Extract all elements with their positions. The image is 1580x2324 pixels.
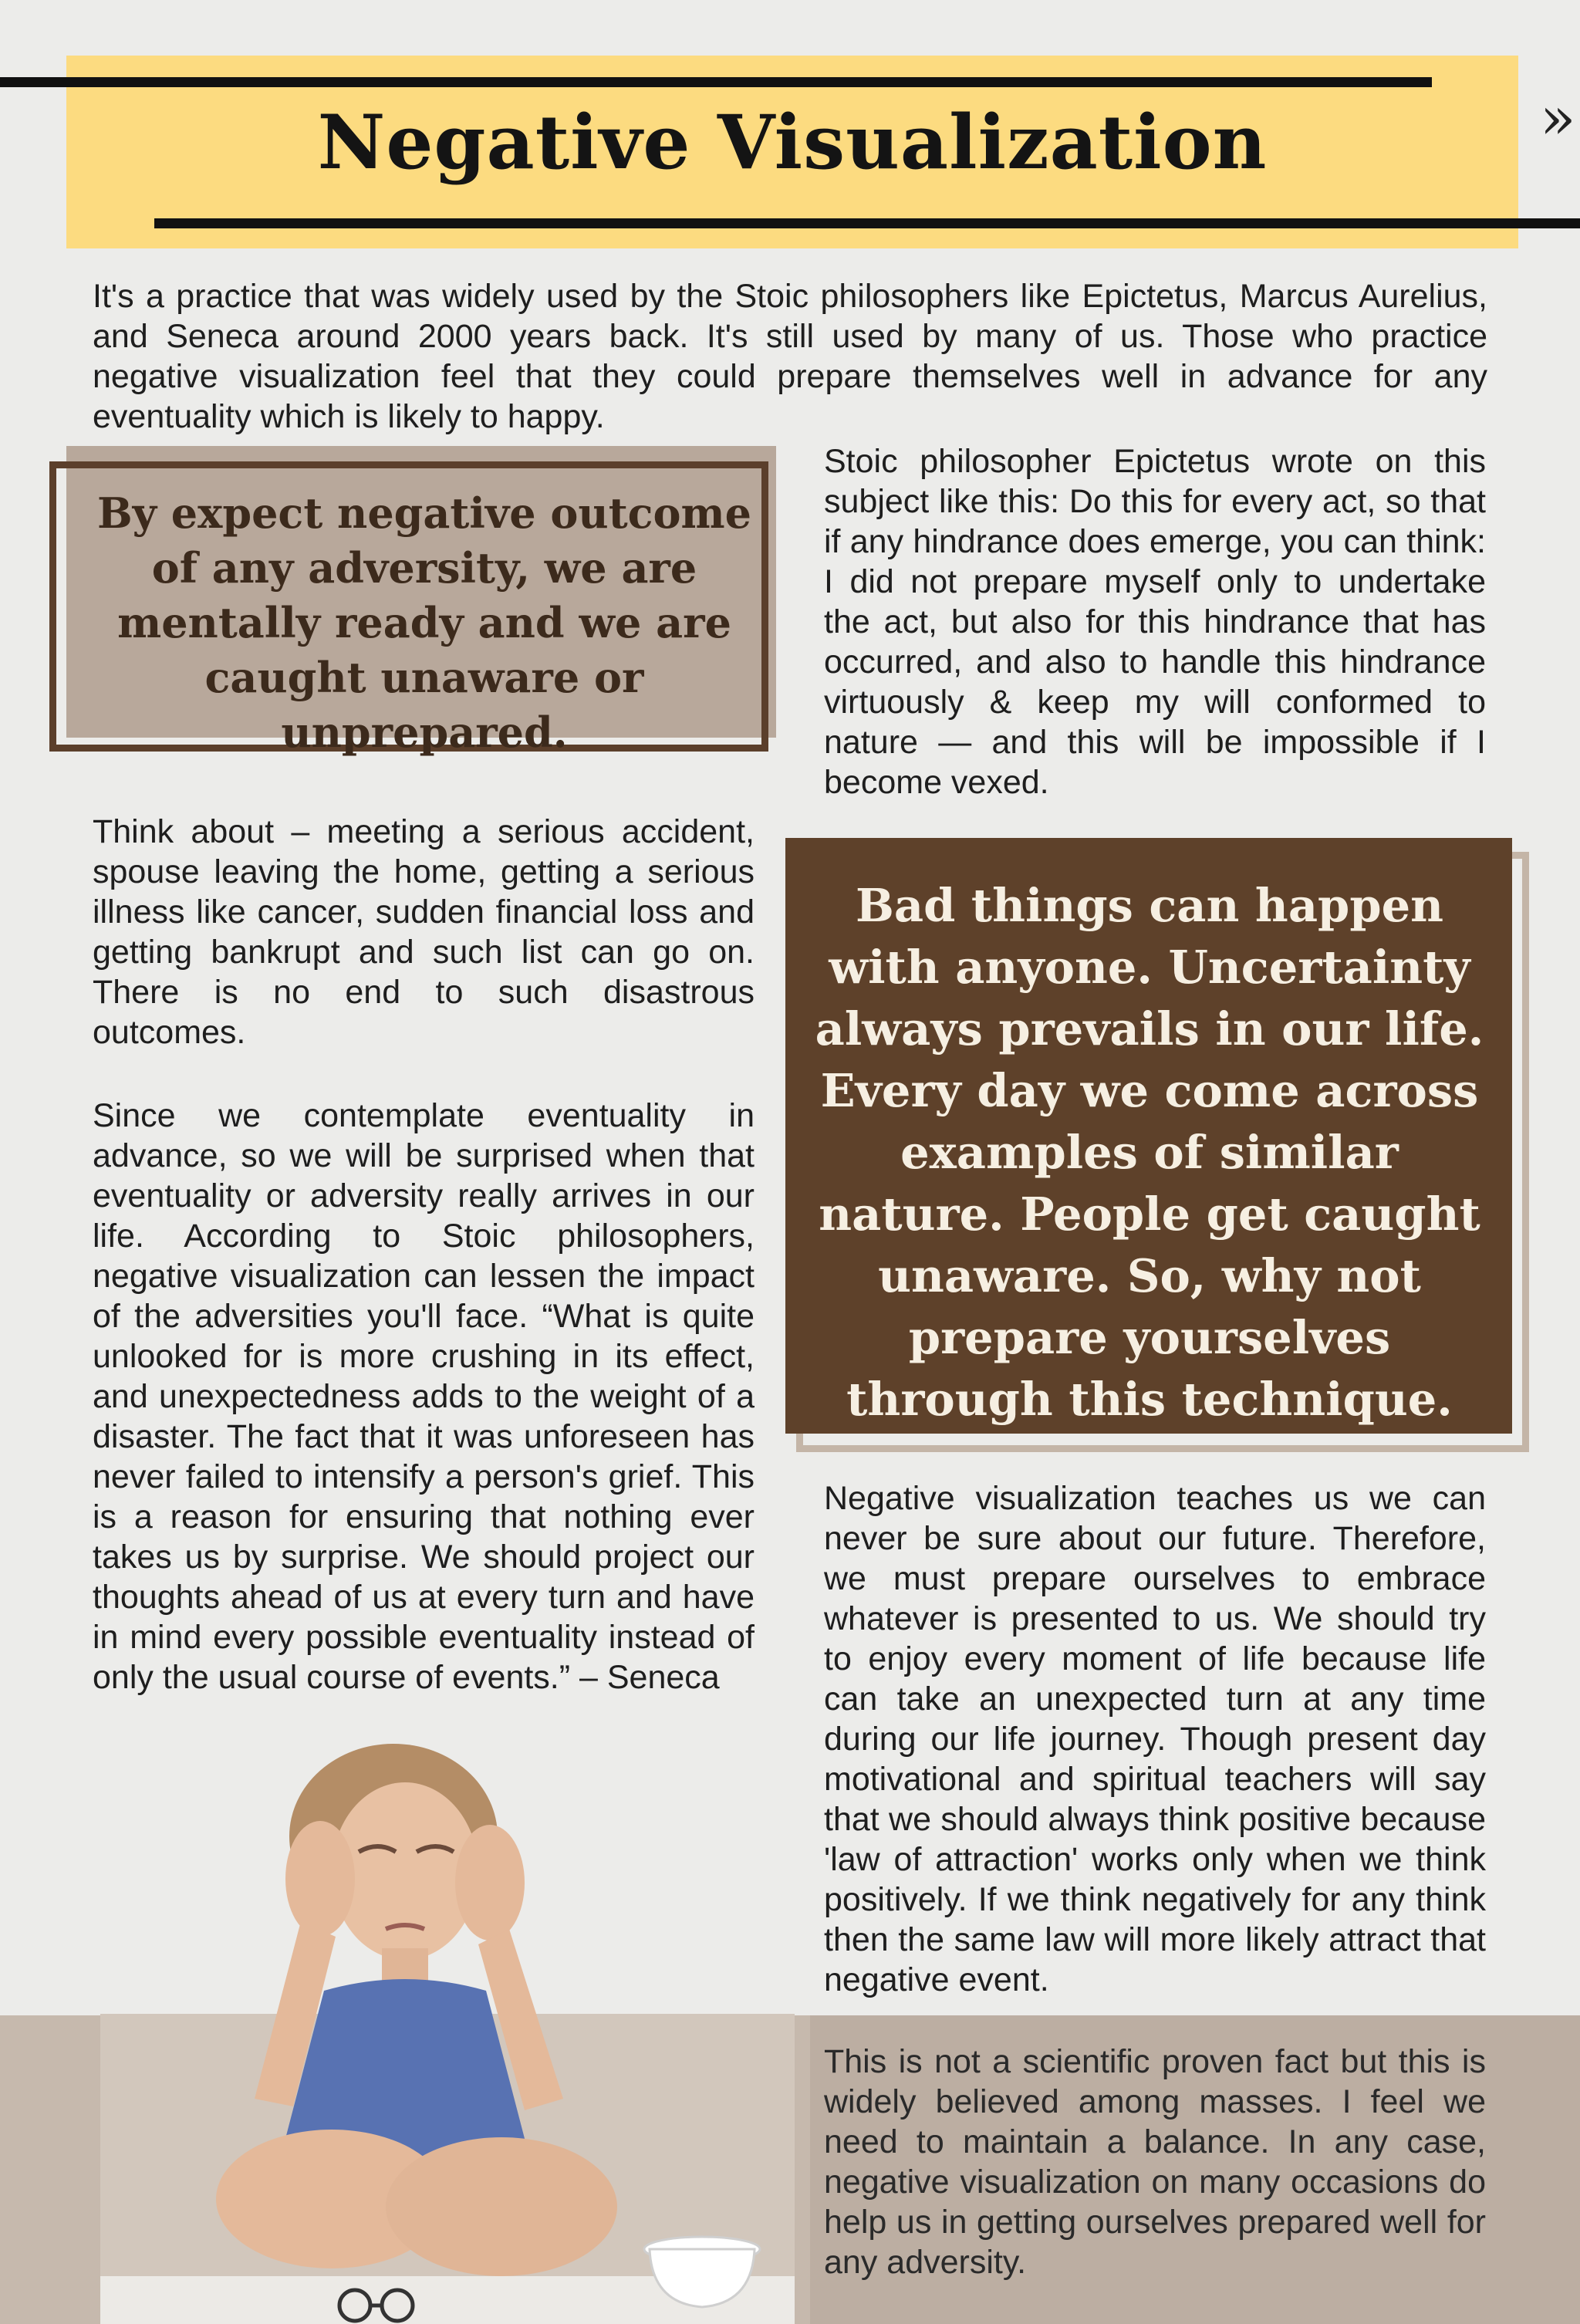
stressed-woman-photo	[100, 1736, 795, 2324]
scientific-fact-paragraph: This is not a scientific proven fact but this is widely believed among masses. I feel we need to maintain a balance. In any case, negative visualization on many occasions do help us in getting ourselves prepared well for any adversity.	[824, 2043, 1486, 2281]
pull-quote-2: Bad things can happen with anyone. Uncertainty always prevails in our life. Every day we come across examples of similar nature. People get caught unaware. So, why not prepare yourselves through this technique.	[815, 879, 1484, 1426]
next-page-icon[interactable]: »	[1540, 83, 1576, 152]
pull-quote-1: By expect negative outcome of any adversity, we are mentally ready and we are caught unaware or unprepared.	[96, 488, 752, 757]
intro-paragraph: It's a practice that was widely used by the Stoic philosophers like Epictetus, Marcus Aurelius, and Seneca around 2000 years back. It's still used by many of us. Those who practice negative visualization feel that they could prepare themselves well in advance for any eventuality which is likely to happy.	[93, 278, 1487, 435]
seneca-paragraph: Since we contemplate eventuality in advance, so we will be surprised when that eventuality or adversity really arrives in our life. According to Stoic philosophers, negative visualization can lessen the impact of the adversities you'll face. “What is quite unlooked for is more crushing in its effect, and unexpectedness adds to the weight of a disaster. The fact that it was unforeseen has never failed to intensify a person's grief. This is a reason for ensuring that nothing ever takes us by surprise. We should project our thoughts ahead of us at every turn and have in mind every possible eventuality instead of only the usual course of events.” – Seneca	[93, 1097, 755, 1696]
epictetus-paragraph: Stoic philosopher Epictetus wrote on this subject like this: Do this for every act, so that if any hindrance does emerge, you can think: I did not prepare myself only to undertake the act, but also for this hindrance that has occurred, and also to handle this hindrance virtuously & keep my will conformed to nature — and this will be impossible if I become vexed.	[824, 443, 1486, 801]
header-rule-bottom	[154, 218, 1580, 228]
header-rule-top	[0, 77, 1432, 87]
negative-visualization-paragraph: Negative visualization teaches us we can never be sure about our future. Therefore, we must prepare ourselves to embrace whatever is presented to us. We should try to enjoy every moment of life because life can take an unexpected turn at any time during our life journey. Though present day motivational and spiritual teachers will say that we should always think positive because 'law of attraction' works only when we think positively. If we think negatively for any think then the same law will more likely attract that negative event.	[824, 1480, 1486, 1998]
think-about-paragraph: Think about – meeting a serious accident, spouse leaving the home, getting a serious illness like cancer, sudden financial loss and getting bankrupt and such list can go on. There is no end to such disastrous outcomes.	[93, 813, 755, 1051]
page-title: Negative Visualization	[317, 99, 1268, 186]
